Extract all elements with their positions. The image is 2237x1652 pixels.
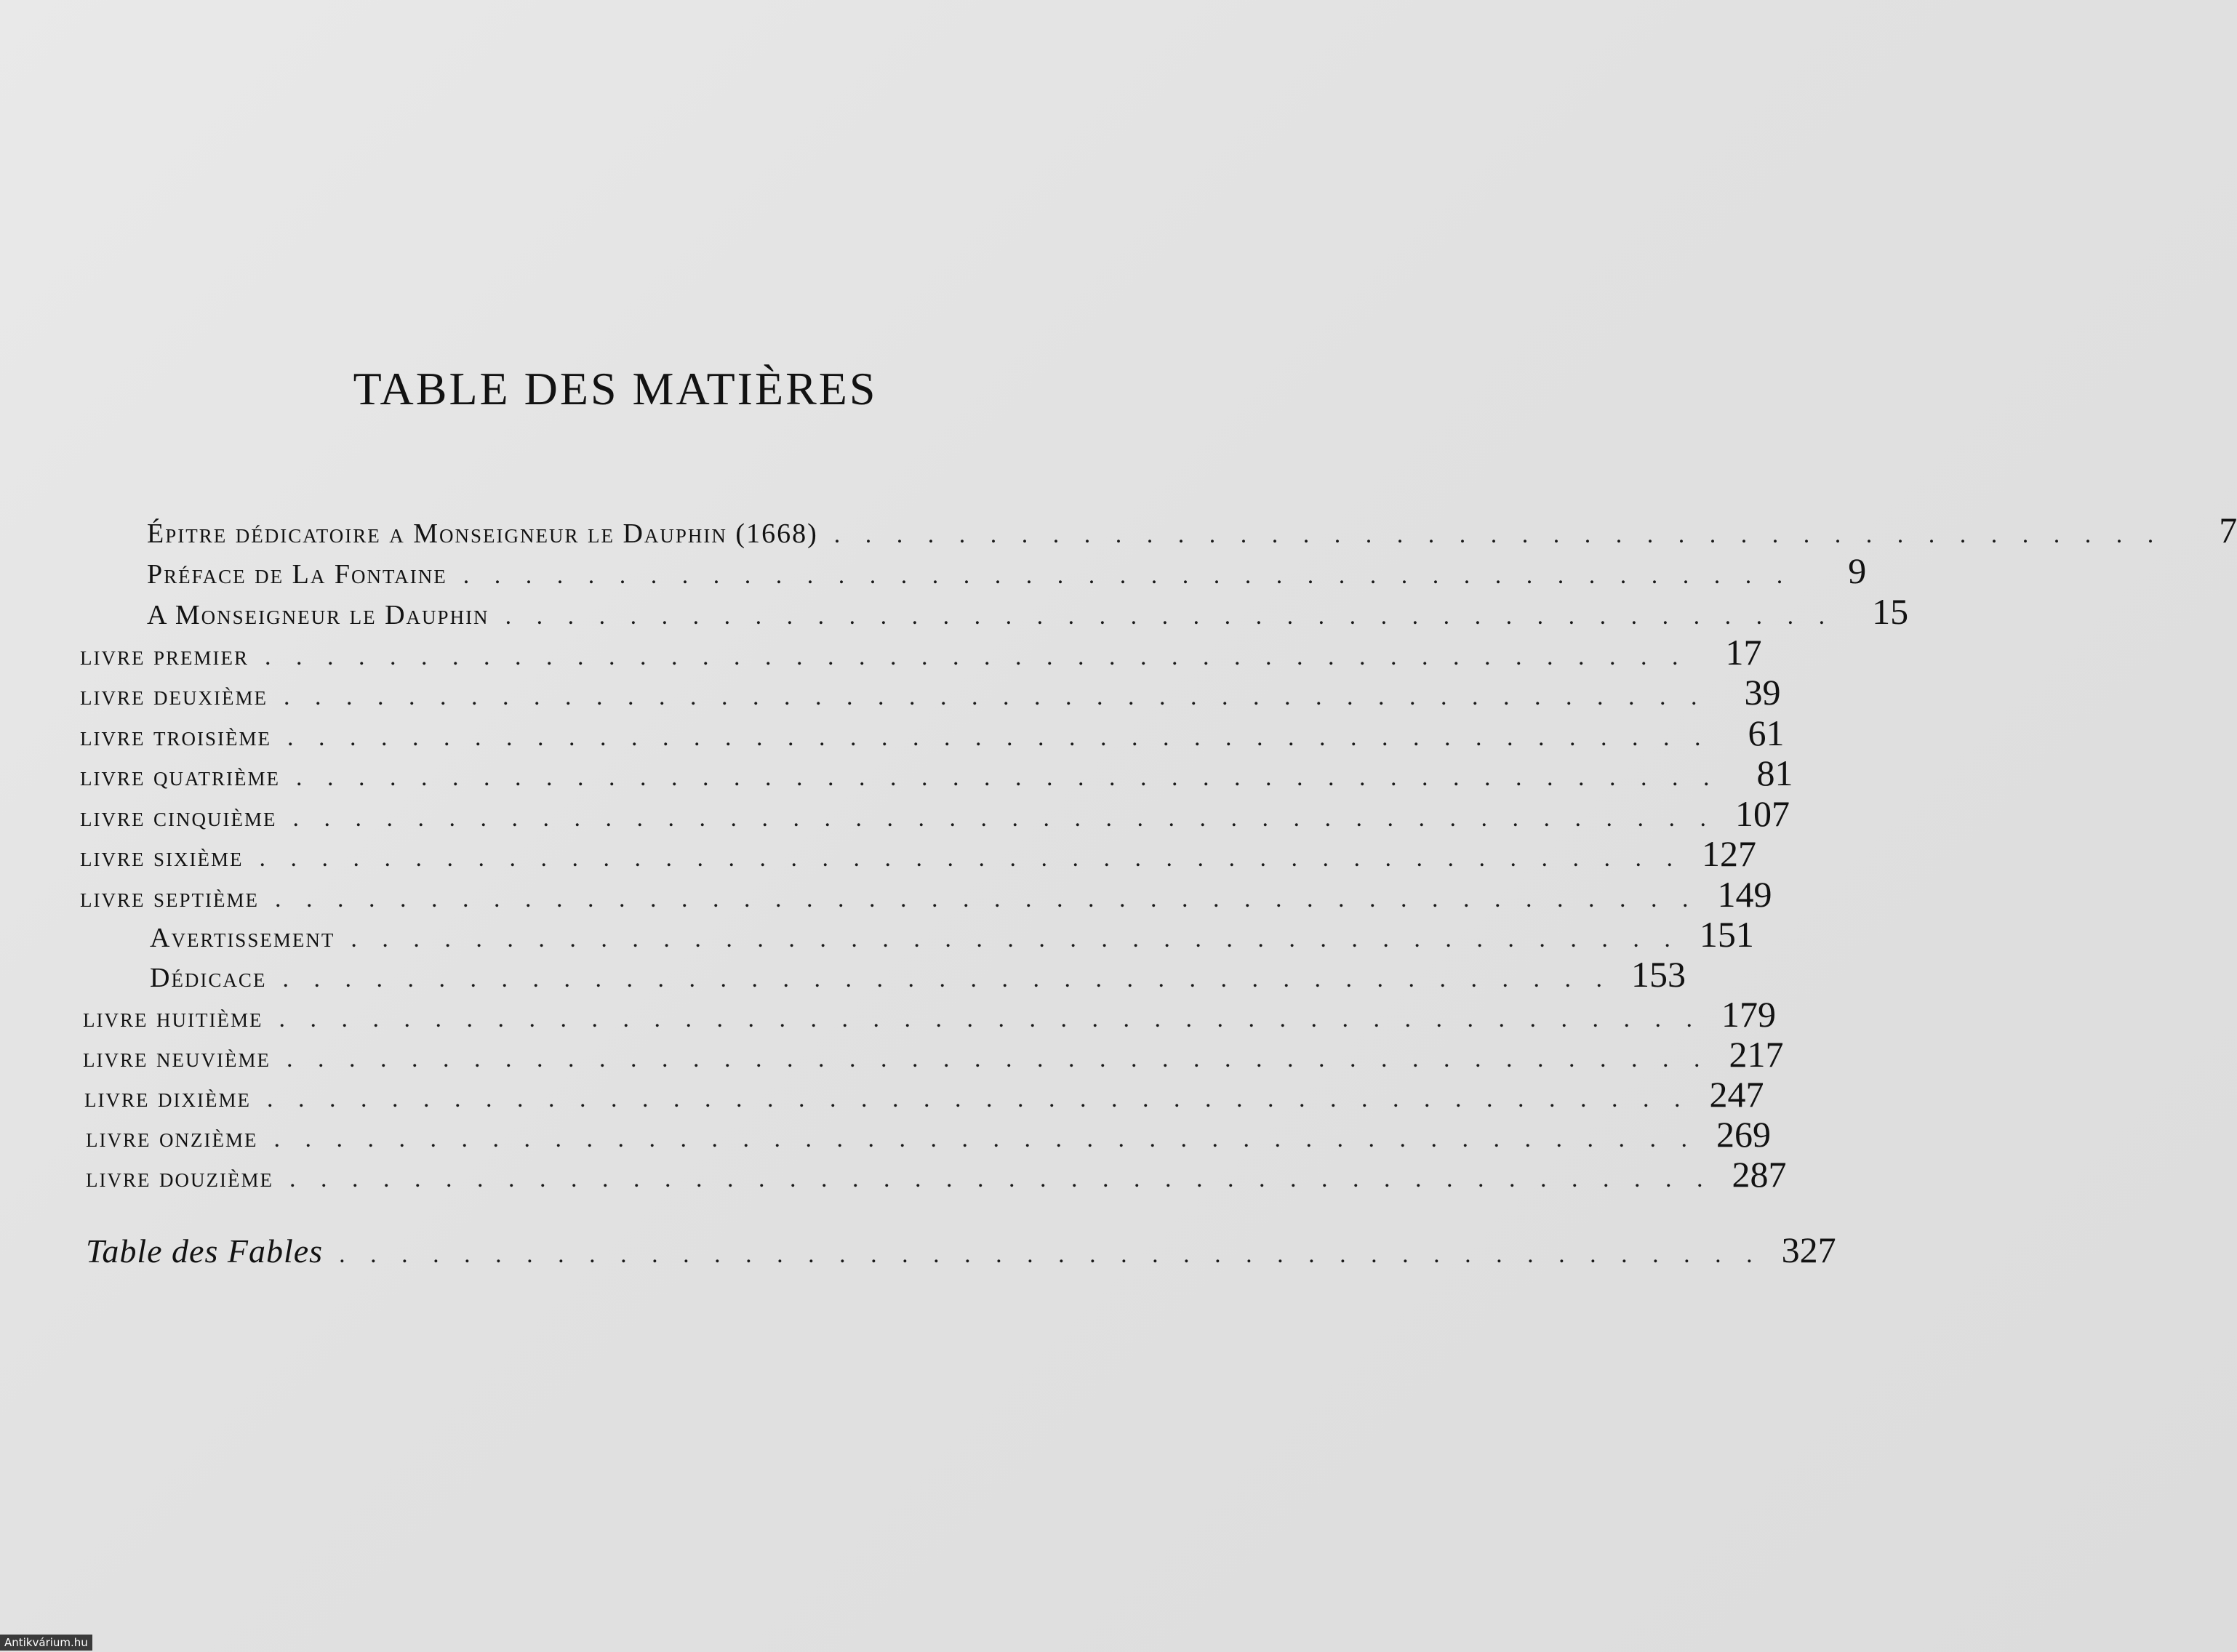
toc-entry-page: 61: [1748, 713, 1785, 753]
toc-entry: [80, 793, 1790, 835]
toc-entry-label: livre douzième: [86, 1163, 273, 1193]
toc-entry-label: Dédicace: [150, 963, 267, 993]
toc-entry-page: 179: [1721, 994, 1776, 1035]
leader-dots: . . . . . . . . . . . . . . . . . . . . . . . . . . . . . . . . . . . . . . . . . . . . . .: [275, 886, 1698, 913]
toc-entry-page: 327: [1781, 1230, 1836, 1270]
toc-entry: [80, 631, 1762, 673]
toc-entry-label: livre premier: [80, 641, 249, 671]
toc-entry-page: 81: [1756, 753, 1793, 793]
leader-dots: . . . . . . . . . . . . . . . . . . . . . . . . . . . . . . . . . . . . . . . . . . .: [282, 966, 1612, 993]
toc-entry: [150, 913, 1754, 955]
toc-entry: [83, 993, 1776, 1035]
toc-entry-page: 9: [1848, 550, 1867, 591]
toc-entry: [80, 873, 1772, 915]
toc-entry-label: Table des Fables: [86, 1232, 324, 1270]
toc-entry: [150, 953, 1686, 995]
toc-entry-label: livre troisième: [80, 721, 271, 752]
leader-dots: . . . . . . . . . . . . . . . . . . . . . . . . . . . . . . . . . . . . . . . . . . . . . .: [266, 1086, 1690, 1112]
toc-entry-label: livre deuxième: [80, 681, 268, 711]
toc-entry: [80, 752, 1793, 794]
leader-dots: . . . . . . . . . . . . . . . . . . . . . . . . . . . . . . . . . . . . . . . . . . . . . .: [286, 1046, 1710, 1072]
toc-entry: [80, 671, 1781, 713]
leader-dots: . . . . . . . . . . . . . . . . . . . . . . . . . . . . . . . . . . . . . . . . . . . . . .: [283, 683, 1707, 710]
toc-entry-label: livre quatrième: [80, 761, 280, 792]
watermark-credit: Antikvárium.hu: [0, 1635, 92, 1651]
toc-entry-page: 151: [1699, 914, 1754, 955]
leader-dots: . . . . . . . . . . . . . . . . . . . . . . . . . . . . . . . . . . . . . . . . . . . . . .: [339, 1241, 1762, 1268]
page-title: TABLE DES MATIÈRES: [353, 362, 878, 414]
toc-entry: [147, 590, 1909, 633]
toc-entry-label: livre sixième: [80, 842, 244, 873]
toc-entry-page: 39: [1744, 672, 1781, 713]
toc-entry: [86, 1153, 1787, 1195]
toc-entry-label: livre dixième: [84, 1083, 251, 1113]
leader-dots: . . . . . . . . . . . . . . . . . . . . . . . . . . . . . . . . . . . . . . . . . . . . . .: [287, 724, 1710, 751]
leader-dots: . . . . . . . . . . . . . . . . . . . . . . . . . . . . . . . . . . . . . . . . . . .: [833, 521, 2164, 548]
toc-entry-page: 287: [1732, 1154, 1787, 1195]
toc-entry-page: 7: [2219, 510, 2237, 550]
toc-entry-page: 217: [1729, 1034, 1784, 1075]
leader-dots: . . . . . . . . . . . . . . . . . . . . . . . . . . . . . . . . . . . . . . . . . . . . . .: [289, 1166, 1713, 1192]
toc-entry-page: 153: [1630, 954, 1686, 995]
leader-dots: . . . . . . . . . . . . . . . . . . . . . . . . . . . . . . . . . . . . . . . . . . . . . .: [292, 805, 1716, 832]
leader-dots: . . . . . . . . . . . . . . . . . . . . . . . . . . . . . . . . . . . . . . . . . . .: [463, 562, 1793, 589]
leader-dots: . . . . . . . . . . . . . . . . . . . . . . . . . . . . . . . . . . . . . . . . . . .: [351, 926, 1680, 953]
toc-entry: [147, 509, 2237, 551]
toc-entry-page: 107: [1734, 793, 1790, 834]
toc-entry-label: livre septième: [80, 883, 259, 913]
leader-dots: . . . . . . . . . . . . . . . . . . . . . . . . . . . . . . . . . . . . . . . . . . . . . .: [265, 643, 1688, 670]
toc-entry-label: Avertissement: [150, 923, 335, 953]
toc-entry: [86, 1113, 1771, 1155]
toc-entry-label: livre huitième: [83, 1003, 263, 1033]
toc-entry-label: Épitre dédicatoire a Monseigneur le Dauphin (1668): [147, 518, 818, 549]
toc-entry: [80, 833, 1756, 875]
toc-entry: [84, 1073, 1764, 1115]
toc-entry: [147, 550, 1867, 592]
toc-entry: [80, 712, 1785, 754]
toc-entry-label: livre onzième: [86, 1123, 258, 1153]
toc-entry-page: 247: [1709, 1074, 1764, 1115]
toc-entry-page: 15: [1872, 591, 1909, 632]
leader-dots: . . . . . . . . . . . . . . . . . . . . . . . . . . . . . . . . . . . . . . . . . . . . . .: [259, 845, 1682, 872]
toc-entry-label: livre neuvième: [83, 1043, 271, 1073]
toc-entry-fables: [86, 1229, 1836, 1271]
toc-entry-page: 127: [1701, 833, 1756, 874]
toc-entry-page: 269: [1716, 1114, 1771, 1155]
toc-entry-label: Préface de La Fontaine: [147, 559, 447, 590]
leader-dots: . . . . . . . . . . . . . . . . . . . . . . . . . . . . . . . . . . . . . . . . . . . . . .: [279, 1006, 1702, 1032]
leader-dots: . . . . . . . . . . . . . . . . . . . . . . . . . . . . . . . . . . . . . . . . . . . . . .: [295, 764, 1719, 791]
toc-entry-page: 149: [1717, 874, 1772, 915]
toc-entry-label: livre cinquième: [80, 802, 277, 833]
toc-entry-page: 17: [1725, 632, 1762, 673]
toc-entry: [83, 1033, 1784, 1075]
leader-dots: . . . . . . . . . . . . . . . . . . . . . . . . . . . . . . . . . . . . . . . . . . .: [505, 603, 1835, 630]
toc-entry-label: A Monseigneur le Dauphin: [147, 600, 489, 630]
leader-dots: . . . . . . . . . . . . . . . . . . . . . . . . . . . . . . . . . . . . . . . . . . . . . .: [273, 1126, 1697, 1152]
